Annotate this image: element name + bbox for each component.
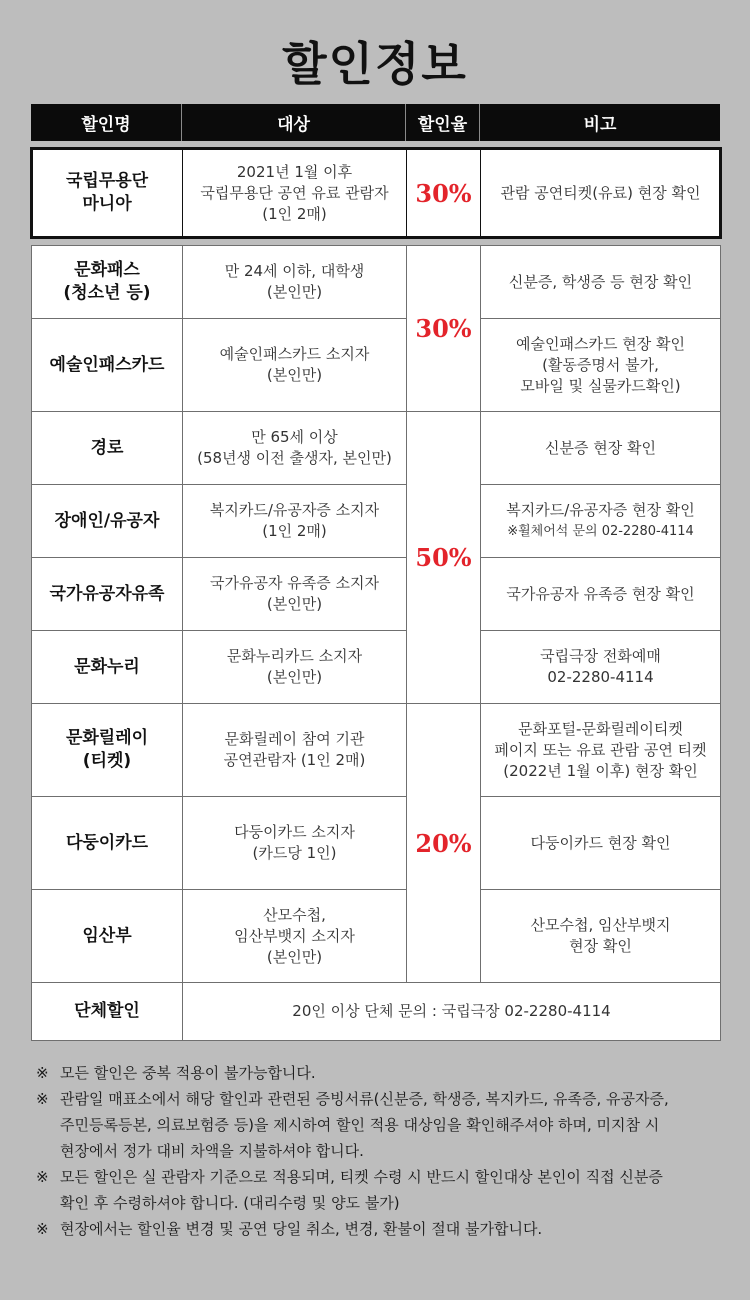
discount-target: 문화릴레이 참여 기관 공연관람자 (1인 2매) (183, 704, 407, 797)
discount-name: 문화릴레이 (티켓) (32, 704, 183, 797)
table-row (32, 890, 721, 983)
featured-discount-table (31, 148, 721, 238)
discount-name: 문화누리 (32, 631, 183, 704)
discount-table (31, 245, 721, 1041)
table-row (32, 149, 721, 238)
discount-note: 예술인패스카드 현장 확인 (활동증명서 불가, 모바일 및 실물카드확인) (481, 319, 721, 412)
discount-name: 장애인/유공자 (32, 485, 183, 558)
discount-name: 다둥이카드 (32, 797, 183, 890)
discount-target: 다둥이카드 소지자 (카드당 1인) (183, 797, 407, 890)
header-target: 대상 (182, 104, 406, 141)
discount-note: 신분증 현장 확인 (481, 412, 721, 485)
discount-target: 만 65세 이상 (58년생 이전 출생자, 본인만) (183, 412, 407, 485)
table-row (32, 631, 721, 704)
group-discount-name: 단체할인 (32, 983, 183, 1041)
discount-name: 국립무용단 마니아 (32, 149, 183, 238)
note-item: ※ 모든 할인은 실 관람자 기준으로 적용되며, 티켓 수령 시 반드시 할인대상 본인이 직접 신분증 확인 후 수령하셔야 합니다. (대리수령 및 양도 불가) (36, 1168, 663, 1212)
table-row (32, 558, 721, 631)
discount-rate: 50% (407, 412, 481, 704)
discount-target: 국가유공자 유족증 소지자 (본인만) (183, 558, 407, 631)
discount-name: 문화패스 (청소년 등) (32, 246, 183, 319)
note-item: ※ 모든 할인은 중복 적용이 불가능합니다. (36, 1064, 316, 1082)
discount-target: 산모수첩, 임산부뱃지 소지자 (본인만) (183, 890, 407, 983)
discount-name: 예술인패스카드 (32, 319, 183, 412)
table-row (32, 704, 721, 797)
table-row (32, 983, 721, 1041)
note-item: ※ 현장에서는 할인율 변경 및 공연 당일 취소, 변경, 환불이 절대 불가합니다. (36, 1220, 543, 1238)
discount-note: 문화포털-문화릴레이티켓 페이지 또는 유료 관람 공연 티켓 (2022년 1월 이후) 현장 확인 (481, 704, 721, 797)
discount-note: 복지카드/유공자증 현장 확인 ※휠체어석 문의 02-2280-4114 (481, 485, 721, 558)
table-header (31, 104, 720, 141)
discount-target: 문화누리카드 소지자 (본인만) (183, 631, 407, 704)
discount-rate: 30% (407, 246, 481, 412)
discount-note: 관람 공연티켓(유료) 현장 확인 (481, 149, 721, 238)
discount-note: 신분증, 학생증 등 현장 확인 (481, 246, 721, 319)
header-note: 비고 (583, 115, 617, 135)
page-title: 할인정보 (282, 37, 468, 91)
table-row (32, 485, 721, 558)
group-discount-info: 20인 이상 단체 문의 : 국립극장 02-2280-4114 (183, 983, 721, 1041)
discount-note: 국립극장 전화예매 02-2280-4114 (481, 631, 721, 704)
discount-name: 국가유공자유족 (32, 558, 183, 631)
header-rate: 할인율 (406, 104, 480, 141)
table-row (32, 319, 721, 412)
discount-rate: 20% (407, 704, 481, 983)
table-row (32, 246, 721, 319)
header-name: 할인명 (31, 104, 182, 141)
discount-target: 예술인패스카드 소지자 (본인만) (183, 319, 407, 412)
table-row (32, 797, 721, 890)
discount-target: 만 24세 이하, 대학생 (본인만) (183, 246, 407, 319)
notes-section (36, 1060, 726, 1242)
table-row (32, 412, 721, 485)
discount-note: 다둥이카드 현장 확인 (481, 797, 721, 890)
discount-note: 국가유공자 유족증 현장 확인 (481, 558, 721, 631)
discount-name: 경로 (32, 412, 183, 485)
discount-rate: 30% (407, 149, 481, 238)
discount-name: 임산부 (32, 890, 183, 983)
discount-target: 복지카드/유공자증 소지자 (1인 2매) (183, 485, 407, 558)
note-item: ※ 관람일 매표소에서 해당 할인과 관련된 증빙서류(신분증, 학생증, 복지카드, 유족증, 유공자증, 주민등록등본, 의료보험증 등)을 제시하여 할인 적용 대상임을 확인해주셔야 하며, 미지참 시 현장에서 정가 대비 차액을 지불하셔야 합니다. (36, 1090, 669, 1160)
discount-note: 산모수첩, 임산부뱃지 현장 확인 (481, 890, 721, 983)
discount-target: 2021년 1월 이후 국립무용단 공연 유료 관람자 (1인 2매) (183, 149, 407, 238)
